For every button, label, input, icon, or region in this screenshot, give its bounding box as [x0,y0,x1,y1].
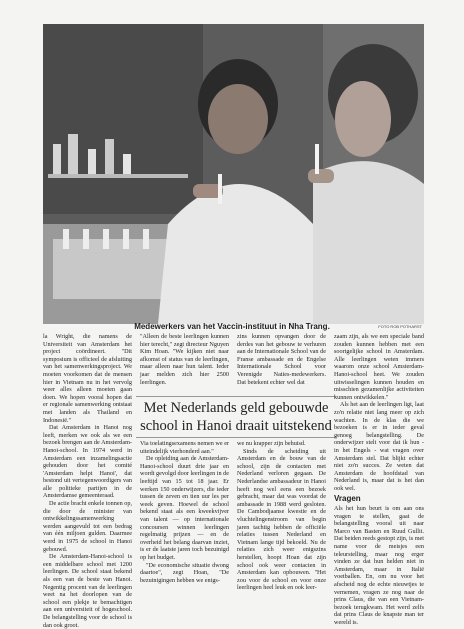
paragraph: De Amsterdam-Hanoi-school is een middelbare school met 1200 leerlingen. De school staat bekend als een van de beste van Hanoi. Negentig procent van de leerlingen weet na het doorlopen van de school een plekje te bemachtigen aan een universiteit of hogeschool. De belangstelling voor de school is dan ook groot. [43,553,132,629]
article-headline: Met Nederlands geld gebouwde school in Hanoi draait uitstekend [136,396,336,438]
paragraph: zins kunnen opvangen door de derdes van het gebouw te verhuren aan de Internationale School van de Franse ambassade en de Engelse Internationale School voor Verenigde Naties-medewerkers. Dat betekent echter wel dat [237,333,326,386]
photo-caption: Medewerkers van het Vaccin-instituut in Nha Trang. [134,322,330,331]
paragraph: Via toelatingsexamens nemen we er uiteindelijk vierhonderd aan." [140,440,229,455]
paragraph: De opleiding aan de Amsterdam-Hanoi-school duurt drie jaar en wordt gevolgd door leerlingen in de leeftijd van 15 tot 18 jaar. Er werken 150 onderwijzers, die ieder tussen de zeven en tien uur les per week geven. Hoewel de school bekend staat als een kweekvijver van talent — op internationale concoursen winnen leerlingen regelmatig prijzen — en de overheid het belang daarvan inziet, is er de laatste jaren toch bezuinigd op het budget. [140,455,229,561]
article-column-3-top [237,333,326,386]
paragraph: Dat Amsterdam in Hanoi nog leeft, merken we ook als we een bezoek brengen aan de Amsterdam-Hanoi-school. In 1974 werd in Amsterdam een inzamelingsactie gehouden door het comité 'Amsterdam helpt Hanoi', dat bestond uit vertegenwoordigers van alle politieke partijen in de Amsterdamse gemeenteraad. [43,424,132,500]
lab-workers-illustration [43,24,424,324]
paragraph: Sinds de scheiding uit Amsterdam en de bouw van de school, zijn de contacten met Nederland verloren gegaan. De Nederlandse ambassadeur in Hanoi heeft nog wel eens een bezoek gebracht, maar dat was voordat de ambassade in 1988 werd gesloten. De Cambodjaanse kwestie en de vluchtelingenstroom van begin jaren tachtig hebben de officiële relaties tussen Nederland en Vietnam lange tijd bekoeld. Nu de relaties zich weer enigszins herstellen, hoopt Hoan dat zijn school ook weer contacten in Amsterdam kan opbouwen. "Het zou voor de school en voor onze leerlingen heel leuk en ook leer- [237,447,326,592]
paragraph: De actie bracht enkele tonnen op, die door de minister van ontwikkelingssamenwerking werden aangevuld tot een bedrag van één miljoen gulden. Daarmee werd in 1975 de school in Hanoi gebouwd. [43,500,132,553]
article-column-1 [43,333,132,629]
paragraph: we nu krapper zijn behuisd. [237,440,306,447]
article-column-2-top [140,333,229,386]
paragraph: Als het aan de leerlingen ligt, laat zo'n relatie niet lang meer op zich wachten. In de klas die we bezoeken is er in ieder geval genoeg belangstelling. De onderwijzer stelt voor dat ik hun - in het Engels - wat vragen over Amsterdam stel. Dat blijkt echter niet zo'n succes. Ze weten dat Amsterdam de hoofdstad van Nederland is, maar dat is het dan ook wel. [334,401,424,492]
paragraph: Als het hun beurt is om aan ons vragen te stellen, gaat de belangstelling vooral uit naar Marco van Basten en Ruud Gullit. Dat beiden reeds gestopt zijn, is met name voor de meisjes een teleurstelling, maar nog erger vinden ze dat hun helden niet in Amsterdam, maar in Italië voetballen. En, om nu voor het afscheid nog de echte nieuwtjes te vernemen, vragen ze nog naar de prins Claus, die van een Vietnam-bezoek terugkwam. Het werd zelfs dat prins Claus de knapste man ter wereld is. [334,505,424,626]
paragraph: la Wright, die namens de Universiteit van Amsterdam het project coördineert. "Dit symposium is officieel de afsluiting van het samenwerkingsproject. We moeten voorkomen dat de mensen hier in Vietnam nu in het vervolg weer alles alleen moeten gaan doen. We hopen vooral hopen dat er regionale samenwerking ontstaat met landen als Thailand en Indonesië." [43,333,132,424]
article-column-4 [334,333,424,627]
photo-credit: FOTO ROB POTHARST [378,324,422,329]
article-column-3-bottom [237,440,326,592]
article-column-2-bottom [140,440,229,584]
news-photo [43,24,424,324]
section-heading: Vragen [334,494,361,504]
paragraph: "Alleen de beste leerlingen kunnen hier terecht," zegt directeur Nguyen Kim Hoan. "We kijken niet naar afkomst of status van de leerlingen, maar alleen naar hun talent. Ieder jaar melden zich hier 2500 leerlingen. [140,333,229,386]
paragraph: "De economische situatie dwong daartoe", zegt Hoan, "De bezuinigingen hebben we enigs- [140,561,229,584]
paragraph: zaam zijn, als we een speciale band zouden kunnen hebben met een soortgelijke school in Amsterdam. Alle leerlingen weten immers waarom onze school Amsterdam-Hanoi-school heet. We zouden uitwisselingen kunnen houden en misschien gezamenlijke activiteiten kunnen ontwikkelen." [334,333,424,401]
